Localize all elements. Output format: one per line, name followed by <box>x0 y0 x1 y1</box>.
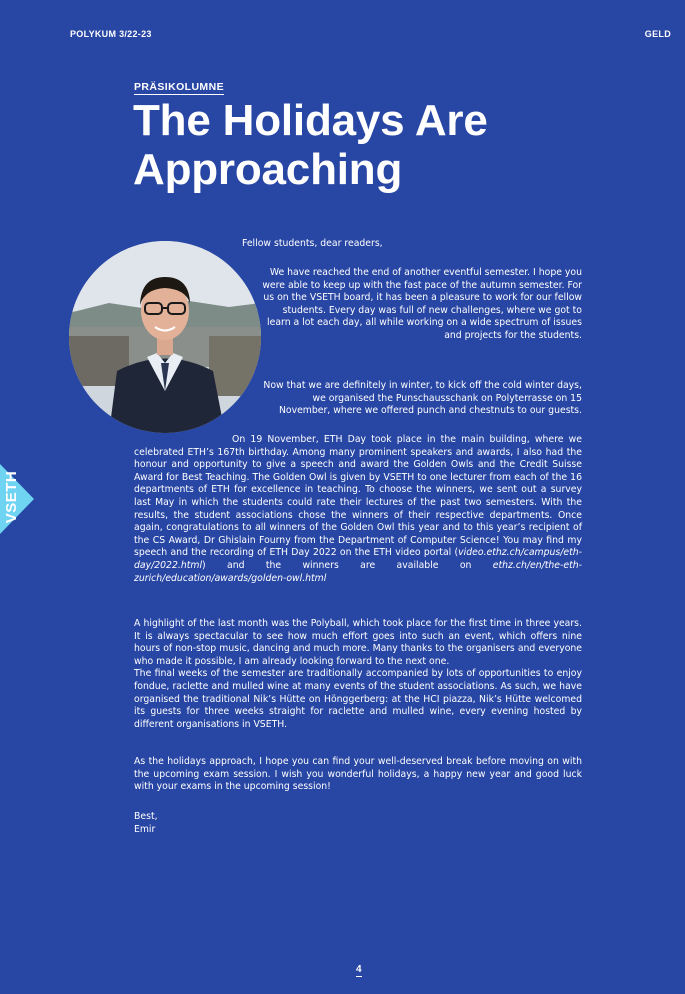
golden-owl-link[interactable]: ethz.ch/en/the-eth-zurich/education/awards/golden-owl.html <box>134 559 582 584</box>
column-kicker: PRÄSIKOLUMNE <box>134 81 224 93</box>
paragraph-6: As the holidays approach, I hope you can find your well-deserved break before moving on with the upcoming exam session. I wish you wonderful holidays, a happy new year and good luck with your exams in the upcoming session! <box>134 756 582 793</box>
eth-day-video-link[interactable]: video.ethz.ch/campus/eth-day/2022.html <box>134 547 582 571</box>
page-number: 4 <box>356 964 362 975</box>
section-tab-label: VSETH <box>3 470 20 524</box>
greeting: Fellow students, dear readers, <box>242 238 383 249</box>
author-signature: Emir <box>134 823 156 835</box>
paragraph-5: The final weeks of the semester are traditionally accompanied by lots of opportunities to enjoy fondue, raclette and mulled wine at many events of the student associations. As such, we have organised the traditional Nik’s Hütte on Hönggerberg: at the HCI piazza, Nik’s Hütte welcomed its guests for three weeks straight for raclette and mulled wine, every evening hosted by different organisations in VSETH. <box>134 668 582 730</box>
paragraph-4: A highlight of the last month was the Polyball, which took place for the first time in three years. It is always spectacular to see how much effort goes into such an event, which offers nine hours of non-stop music, dancing and much more. Many thanks to the organisers and everyone who made it possible, I am already looking forward to the next one. The final weeks of the semester are traditionally accompanied by lots of opportunities to enjoy fondue, raclette and mulled wine at many events of the student associations. As such, we have organised the traditional Nik’s Hütte on Hönggerberg: at the HCI piazza, Nik’s Hütte welcomed its guests for three weeks straight for raclette and mulled wine, every evening hosted by different organisations in VSETH. <box>134 618 582 730</box>
paragraph-3: On 19 November, ETH Day took place in the main building, where we celebrated ETH’s 167th birthday. Among many prominent speakers and awards, I also had the honour and opportunity to give a speech and award the Golden Owls and the Credit Suisse Award for Best Teaching. The Golden Owl is given by VSETH to one lecturer from each of the 16 departments of ETH for excellence in teaching. To choose the winners, we sent out a survey last May in which the students could rate their lectures of the past two semesters. With the results, the student associations chose the winners of their respective departments. Once again, congratulations to all winners of the Golden Owl this year and to this year’s recipient of the CS Award, Dr Ghislain Fourny from the Department of Computer Science! You may find my speech and the recording of ETH Day 2022 on the ETH video portal (video.ethz.ch/campus/eth-day/2022.html) and the winners are available on ethz.ch/en/the-eth-zurich/education/awards/golden-owl.html <box>134 434 582 584</box>
paragraph-2: Now that we are definitely in winter, to kick off the cold winter days, we organised the Punschausschank on Polyterrasse on 15 November, where we offered punch and chestnuts to our guests. <box>263 380 582 417</box>
running-header <box>70 29 671 41</box>
paragraph-1: We have reached the end of another eventful semester. I hope you were able to keep up with the fast pace of the autumn semester. For us on the VSETH board, it has been a pleasure to work for our fellow students. Every day was full of new challenges, where we got to learn a lot each day, all while working on a wide spectrum of issues and projects for the students. <box>262 267 582 341</box>
author-portrait <box>69 241 261 433</box>
magazine-issue: POLYKUM 3/22-23 <box>70 29 152 39</box>
article-title: The Holidays Are Approaching <box>133 96 488 194</box>
section-name: GELD <box>644 29 671 39</box>
sign-off: Best, Emir <box>134 811 582 836</box>
